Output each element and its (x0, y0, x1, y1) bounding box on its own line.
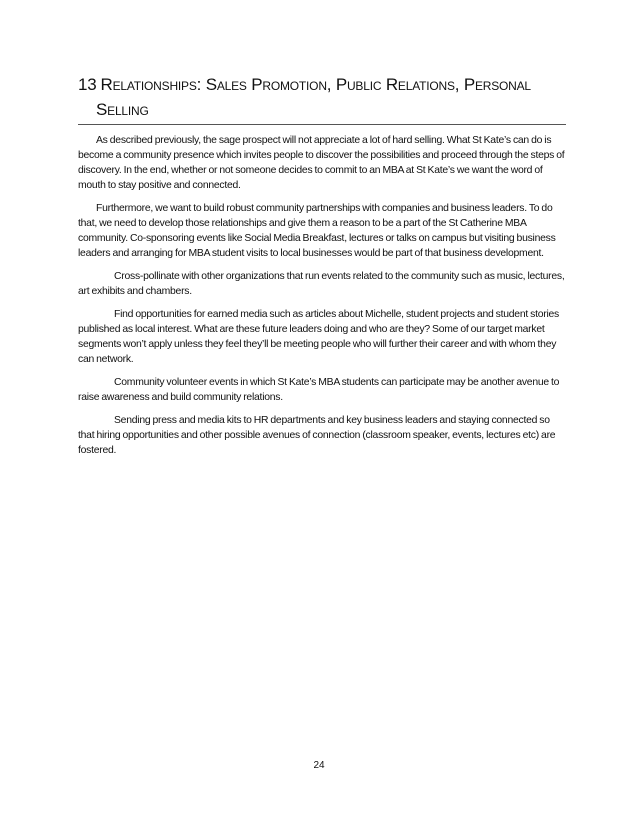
heading-underline (78, 124, 566, 125)
paragraph-cross-pollinate: Cross-pollinate with other organizations that run events related to the community such as music, lectures, art exhibits and chambers. (78, 271, 565, 297)
section-number: 13 (78, 75, 97, 94)
paragraph-sage-prospect: As described previously, the sage prospect will not appreciate a lot of hard selling. What St Kate’s can do is become a community presence which invites people to discover the possibilities and proceed through the steps of discovery. In the end, whether or not someone decides to commit to an MBA at St Kate’s we want the word of mouth to stay positive and connected. (78, 135, 565, 191)
section-heading (78, 72, 568, 122)
section-title-line2: Selling (96, 100, 149, 119)
paragraph-earned-media: Find opportunities for earned media such as articles about Michelle, student projects and student stories published as local interest. What are these future leaders doing and who are they? Some of our target market segments won’t apply unless they feel they’ll be meeting people who will further their career and with whom they can network. (78, 309, 559, 365)
section-title-line1: Relationships: Sales Promotion, Public Relations, Personal (100, 75, 531, 94)
paragraph-volunteer-events: Community volunteer events in which St Kate’s MBA students can participate may be another avenue to raise awareness and build community relations. (78, 377, 560, 403)
body-text (78, 133, 566, 466)
page-number: 24 (313, 760, 325, 771)
paragraph-community-partnerships: Furthermore, we want to build robust community partnerships with companies and business leaders. To do that, we need to develop those relationships and give them a reason to be a part of the St Catherine MBA community. Co-sponsoring events like Social Media Breakfast, lectures or talks on campus but visiting business leaders and arranging for MBA student visits to local businesses would be part of that business development. (78, 203, 556, 259)
paragraph-press-kits: Sending press and media kits to HR departments and key business leaders and staying connected so that hiring opportunities and other possible avenues of connection (classroom speaker, events, lectures etc) are fostered. (78, 415, 556, 456)
